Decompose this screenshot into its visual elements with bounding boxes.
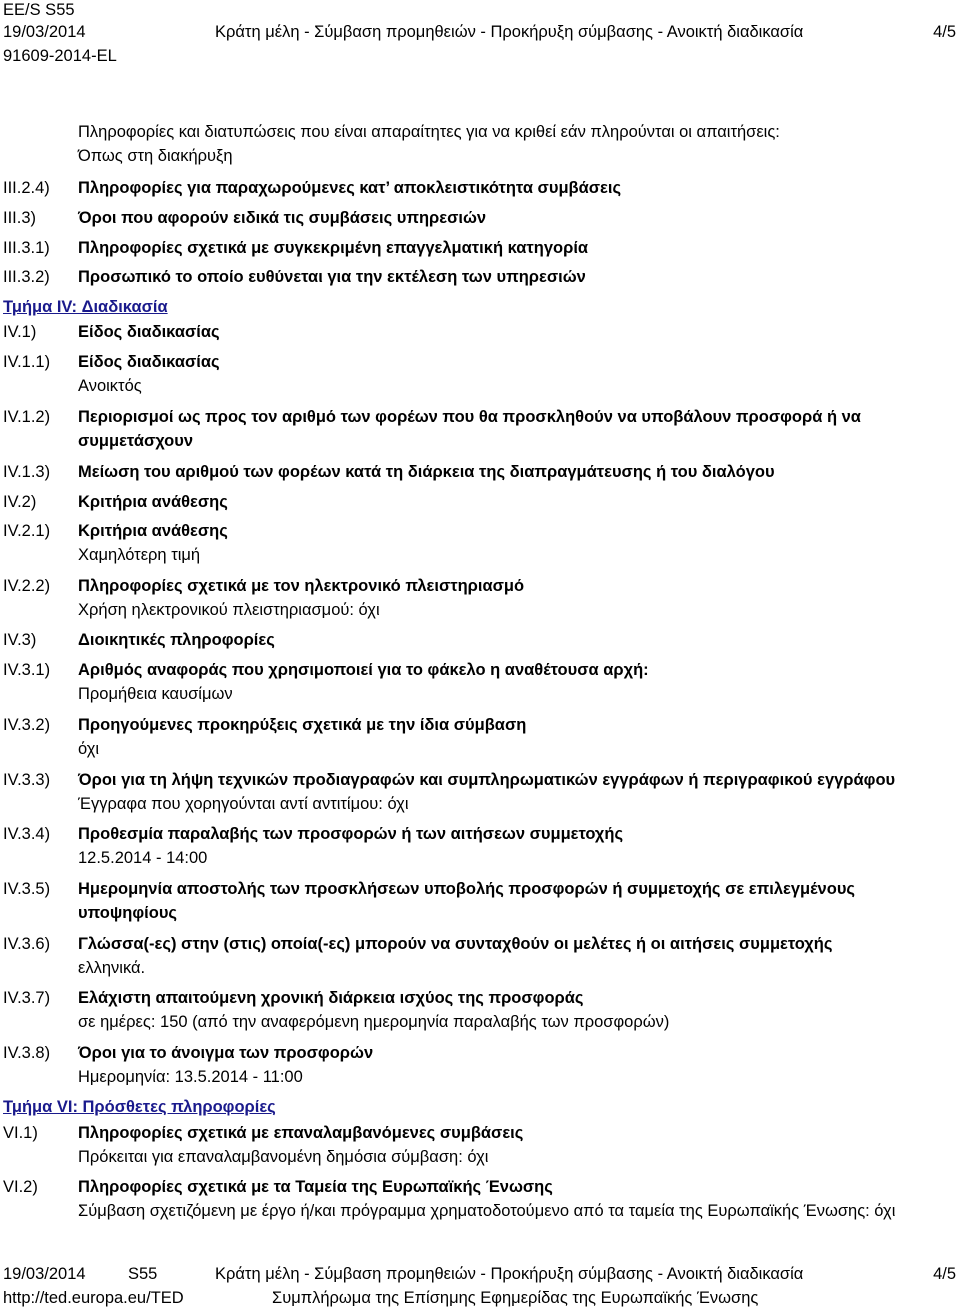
item-heading: Πληροφορίες για παραχωρούμενες κατ’ αποκλειστικότητα συμβάσεις [78,179,622,197]
item-heading: Κριτήρια ανάθεσης [78,493,228,511]
item-heading: Είδος διαδικασίας [78,353,220,371]
item-IV-1 [0,320,960,344]
footer-url-link[interactable]: http://ted.europa.eu/TED [3,1289,184,1307]
item-heading: Μείωση του αριθμού των φορέων κατά τη διάρκεια της διαπραγμάτευσης ή του διαλόγου [78,463,775,481]
item-heading: Πληροφορίες σχετικά με τον ηλεκτρονικό πλειστηριασμό [78,577,525,595]
item-number: IV.1) [3,323,37,341]
item-IV-3 [0,628,960,652]
item-number: IV.3.5) [3,880,51,898]
item-IV-2-2 [0,574,960,622]
item-IV-1-3 [0,460,960,484]
item-heading: Αριθμός αναφοράς που χρησιμοποιεί για το φάκελο η αναθέτουσα αρχή: [78,661,649,679]
item-number: IV.3.4) [3,825,51,843]
item-number: IV.3.1) [3,661,51,679]
item-number: III.3.2) [3,268,50,286]
item-value: Προμήθεια καυσίμων [78,685,233,703]
item-number: VI.2) [3,1178,38,1196]
item-number: IV.3) [3,631,37,649]
item-IV-2 [0,490,960,514]
item-IV-3-7 [0,986,960,1034]
item-heading: Προθεσμία παραλαβής των προσφορών ή των αιτήσεων συμμετοχής [78,825,624,843]
item-value: Χρήση ηλεκτρονικού πλειστηριασμού: όχι [78,601,380,619]
item-number: IV.1.1) [3,353,51,371]
item-number: III.2.4) [3,179,50,197]
item-IV-3-3 [0,768,960,816]
header-page: 4/5 [933,23,956,41]
item-value: Ημερομηνία: 13.5.2014 - 11:00 [78,1068,303,1086]
item-heading: Κριτήρια ανάθεσης [78,522,228,540]
item-IV-3-6 [0,932,960,980]
item-heading: Ημερομηνία αποστολής των προσκλήσεων υποβολής προσφορών ή συμμετοχής σε επιλεγμένους υποψηφίους [78,880,855,922]
section-iv-title: Τμήμα IV: Διαδικασία [3,298,168,316]
item-heading: Όροι που αφορούν ειδικά τις συμβάσεις υπηρεσιών [78,209,487,227]
item-IV-3-4 [0,822,960,870]
item-number: IV.2) [3,493,37,511]
header-doc-number: 91609-2014-EL [3,47,117,65]
requirements-value: Όπως στη διακήρυξη [78,147,233,165]
item-number: IV.3.6) [3,935,51,953]
item-heading: Πληροφορίες σχετικά με επαναλαμβανόμενες συμβάσεις [78,1124,524,1142]
item-number: IV.2.2) [3,577,51,595]
item-IV-3-2 [0,713,960,761]
item-number: IV.1.3) [3,463,51,481]
header-title: Κράτη μέλη - Σύμβαση προμηθειών - Προκήρυξη σύμβασης - Ανοικτή διαδικασία [215,23,804,41]
header-series: EE/S S55 [3,1,75,19]
item-number: VI.1) [3,1124,38,1142]
item-IV-1-2 [0,405,960,453]
item-III-2-4 [0,176,960,200]
item-heading: Όροι για τη λήψη τεχνικών προδιαγραφών και συμπληρωματικών εγγράφων ή περιγραφικού εγγράφου [78,771,896,789]
item-number: IV.3.7) [3,989,51,1007]
item-value: όχι [78,740,100,758]
item-heading: Γλώσσα(-ες) στην (στις) οποία(-ες) μπορούν να συνταχθούν οι μελέτες ή οι αιτήσεις συμμετοχής [78,935,833,953]
item-IV-3-5 [0,877,960,925]
item-IV-3-1 [0,658,960,706]
item-value: Χαμηλότερη τιμή [78,546,201,564]
item-heading: Πληροφορίες σχετικά με συγκεκριμένη επαγγελματική κατηγορία [78,239,589,257]
item-number: IV.2.1) [3,522,51,540]
item-III-3 [0,206,960,230]
item-IV-2-1 [0,519,960,567]
header-date: 19/03/2014 [3,23,86,41]
section-vi-title: Τμήμα VI: Πρόσθετες πληροφορίες [3,1098,276,1116]
item-heading: Προηγούμενες προκηρύξεις σχετικά με την ίδια σύμβαση [78,716,527,734]
page-footer [0,1262,960,1310]
item-VI-2 [0,1175,960,1223]
item-III-3-1 [0,236,960,260]
item-number: III.3.1) [3,239,50,257]
item-heading: Είδος διαδικασίας [78,323,220,341]
item-heading: Πληροφορίες σχετικά με τα Ταμεία της Ευρωπαϊκής Ένωσης [78,1178,553,1196]
item-value: Σύμβαση σχετιζόμενη με έργο ή/και πρόγραμμα χρηματοδοτούμενο από τα ταμεία της Ευρωπαϊκής Ένωσης: όχι [78,1202,896,1220]
item-number: III.3) [3,209,37,227]
item-number: IV.3.2) [3,716,51,734]
item-heading: Διοικητικές πληροφορίες [78,631,275,649]
item-number: IV.1.2) [3,408,51,426]
item-value: Έγγραφα που χορηγούνται αντί αντιτίμου: όχι [78,795,409,813]
item-heading: Όροι για το άνοιγμα των προσφορών [78,1044,374,1062]
item-value: Πρόκειται για επαναλαμβανομένη δημόσια σύμβαση: όχι [78,1148,489,1166]
item-III-3-2 [0,265,960,289]
item-value: 12.5.2014 - 14:00 [78,849,208,867]
item-heading: Ελάχιστη απαιτούμενη χρονική διάρκεια ισχύος της προσφοράς [78,989,584,1007]
footer-series: S55 [128,1265,158,1283]
footer-title: Κράτη μέλη - Σύμβαση προμηθειών - Προκήρυξη σύμβασης - Ανοικτή διαδικασία [215,1265,804,1283]
item-value: Ανοικτός [78,377,142,395]
footer-page: 4/5 [933,1265,956,1283]
footer-date: 19/03/2014 [3,1265,86,1283]
requirements-text: Πληροφορίες και διατυπώσεις που είναι απαραίτητες για να κριθεί εάν πληρούνται οι απαιτήσεις: [78,123,780,141]
item-value: σε ημέρες: 150 (από την αναφερόμενη ημερομηνία παραλαβής των προσφορών) [78,1013,670,1031]
item-value: ελληνικά. [78,959,146,977]
footer-supplement: Συμπλήρωμα της Επίσημης Εφημερίδας της Ευρωπαϊκής Ένωσης [272,1289,759,1307]
item-VI-1 [0,1121,960,1169]
item-IV-3-8 [0,1041,960,1089]
item-number: IV.3.3) [3,771,51,789]
info-line-requirements [0,120,960,168]
item-heading: Προσωπικό το οποίο ευθύνεται για την εκτέλεση των υπηρεσιών [78,268,586,286]
item-heading: Περιορισμοί ως προς τον αριθμό των φορέων που θα προσκληθούν να υποβάλουν προσφορά ή να συμμετάσχουν [78,408,861,450]
item-IV-1-1 [0,350,960,398]
item-number: IV.3.8) [3,1044,51,1062]
